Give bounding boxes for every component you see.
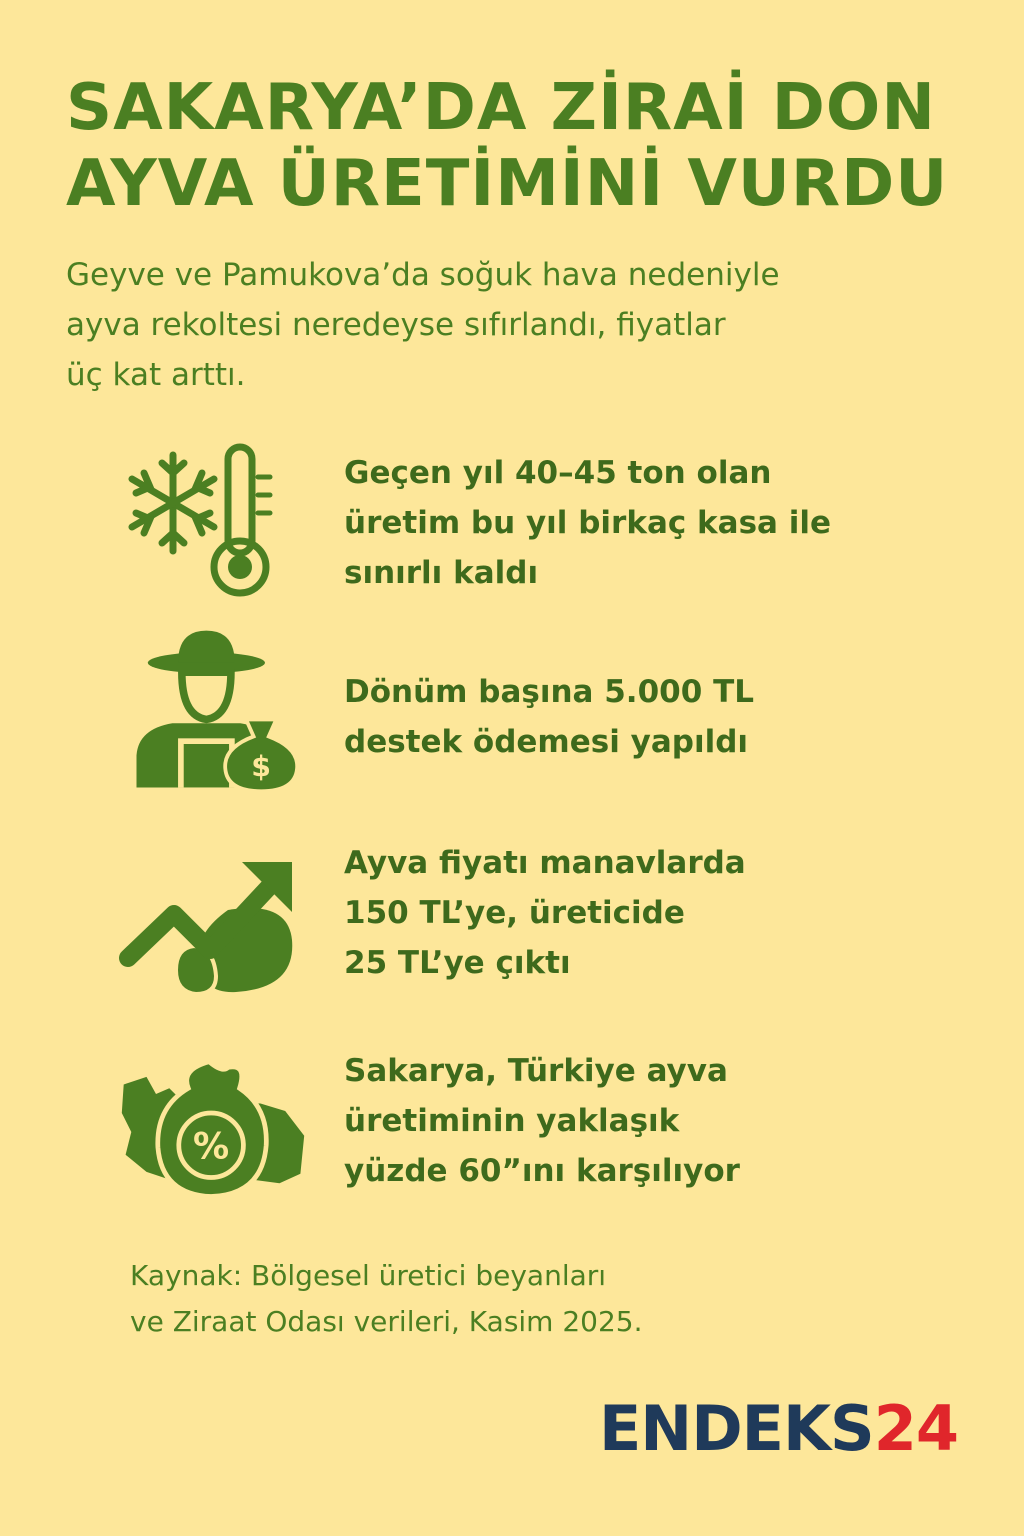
fact-line: destek ödemesi yapıldı [344,724,749,760]
subtitle-line-1: Geyve ve Pamukova’da soğuk hava nedeniyle [66,257,780,293]
rising-price-arrow-icon [118,842,308,1012]
fact-share-text [344,1046,984,1196]
subtitle-line-2: ayva rekoltesi neredeyse sıfırlandı, fiyatlar [66,307,726,343]
brand-number: 24 [873,1392,958,1465]
fact-price-text [344,838,984,988]
fact-support-text [344,667,984,767]
svg-text:%: % [193,1125,230,1168]
fact-line: üretim bu yıl birkaç kasa ile [344,505,832,541]
source-line-2: ve Ziraat Odası verileri, Kasim 2025. [130,1305,643,1338]
fact-line: Geçen yıl 40–45 ton olan [344,455,772,491]
fact-line: yüzde 60”ını karşılıyor [344,1153,740,1189]
turkey-map-percent-icon [118,1046,308,1216]
farmer-money-bag-icon [118,625,308,795]
fact-line: Dönüm başına 5.000 TL [344,674,754,710]
source-note [130,1253,950,1345]
fact-line: 25 TL’ye çıktı [344,945,571,981]
title-line-1: SAKARYA’DA ZİRAİ DON [66,71,936,145]
fact-line: sınırlı kaldı [344,555,539,591]
snowflake-thermometer-icon [118,438,308,608]
brand-logo [599,1392,958,1465]
fact-line: 150 TL’ye, üreticide [344,895,685,931]
svg-text:$: $ [251,750,272,784]
title-line-2: AYVA ÜRETİMİNİ VURDU [66,147,949,221]
fact-line: Ayva fiyatı manavlarda [344,845,746,881]
brand-name: ENDEKS [598,1392,874,1465]
fact-line: üretiminin yaklaşık [344,1103,680,1139]
fact-line: Sakarya, Türkiye ayva [344,1053,728,1089]
source-line-1: Kaynak: Bölgesel üretici beyanları [130,1259,607,1292]
fact-production-text [344,448,984,598]
subtitle-line-3: üç kat arttı. [66,357,246,393]
